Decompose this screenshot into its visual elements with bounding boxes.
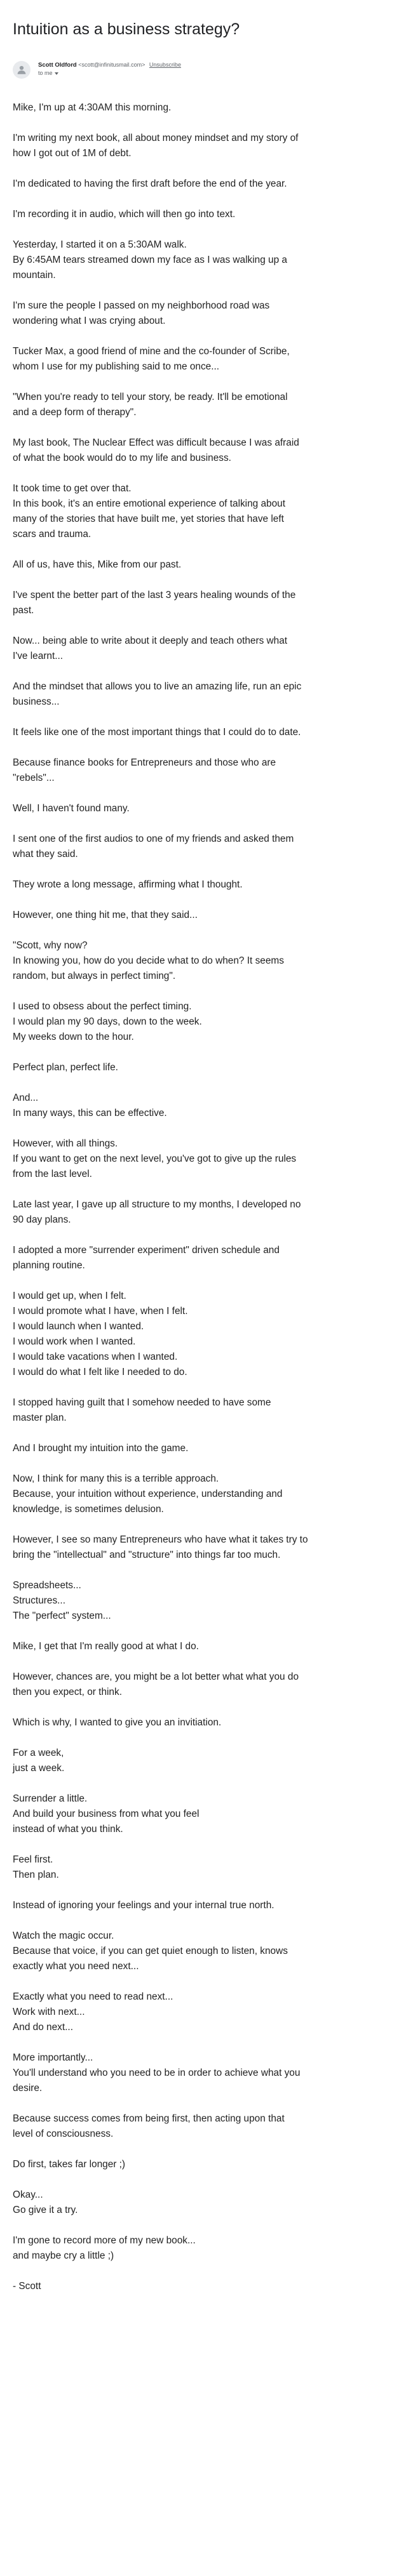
body-line: It took time to get over that. bbox=[13, 483, 132, 494]
body-paragraph bbox=[13, 1060, 400, 1075]
body-paragraph bbox=[13, 2233, 400, 2264]
body-line: and a deep form of therapy". bbox=[13, 407, 137, 418]
body-line: I'm sure the people I passed on my neighborhood road was bbox=[13, 300, 270, 311]
body-line: Mike, I get that I'm really good at what I do. bbox=[13, 1641, 199, 1652]
body-line: many of the stories that have built me, yet stories that have left bbox=[13, 514, 284, 524]
body-paragraph bbox=[13, 801, 400, 816]
body-line: planning routine. bbox=[13, 1260, 85, 1271]
body-line: I would do what I felt like I needed to do. bbox=[13, 1367, 187, 1378]
body-paragraph bbox=[13, 1091, 400, 1121]
body-paragraph bbox=[13, 557, 400, 573]
email-header bbox=[13, 61, 400, 79]
body-line: master plan. bbox=[13, 1412, 67, 1423]
body-line: I've spent the better part of the last 3 years healing wounds of the bbox=[13, 590, 296, 601]
body-line: what they said. bbox=[13, 849, 78, 860]
body-line: Instead of ignoring your feelings and your internal true north. bbox=[13, 1900, 274, 1911]
body-line: knowledge, is sometimes delusion. bbox=[13, 1504, 164, 1515]
email-body bbox=[13, 100, 400, 2294]
body-paragraph bbox=[13, 298, 400, 329]
recipient-label: to me bbox=[38, 70, 53, 76]
body-line: More importantly... bbox=[13, 2052, 93, 2063]
body-line: Tucker Max, a good friend of mine and the co-founder of Scribe, bbox=[13, 346, 290, 357]
body-line: And do next... bbox=[13, 2022, 73, 2033]
body-line: All of us, have this, Mike from our past. bbox=[13, 559, 182, 570]
body-line: They wrote a long message, affirming what I thought. bbox=[13, 879, 243, 890]
body-line: It feels like one of the most important things that I could do to date. bbox=[13, 727, 301, 738]
body-line: "rebels"... bbox=[13, 773, 55, 783]
body-line: I would take vacations when I wanted. bbox=[13, 1351, 178, 1362]
body-line: mountain. bbox=[13, 270, 56, 281]
body-line: Then plan. bbox=[13, 1869, 59, 1880]
body-paragraph bbox=[13, 100, 400, 116]
body-paragraph bbox=[13, 1898, 400, 1913]
body-paragraph bbox=[13, 2157, 400, 2172]
body-paragraph bbox=[13, 1639, 400, 1654]
body-line: random, but always in perfect timing". bbox=[13, 971, 176, 981]
body-paragraph bbox=[13, 588, 400, 618]
body-line: Perfect plan, perfect life. bbox=[13, 1062, 118, 1073]
body-line: Which is why, I wanted to give you an invitiation. bbox=[13, 1717, 222, 1728]
body-line: My weeks down to the hour. bbox=[13, 1032, 134, 1042]
sender-email: <scott@infinitusmail.com> bbox=[78, 62, 146, 68]
body-line: Now, I think for many this is a terrible approach. bbox=[13, 1473, 219, 1484]
body-line: Late last year, I gave up all structure to my months, I developed no bbox=[13, 1199, 301, 1210]
body-line: I'm writing my next book, all about money mindset and my story of bbox=[13, 133, 299, 143]
sender-meta bbox=[38, 61, 181, 77]
body-line: Mike, I'm up at 4:30AM this morning. bbox=[13, 102, 172, 113]
body-line: I sent one of the first audios to one of my friends and asked them bbox=[13, 833, 294, 844]
person-icon bbox=[16, 64, 27, 76]
body-line: And... bbox=[13, 1092, 39, 1103]
body-paragraph bbox=[13, 634, 400, 664]
body-line: However, one thing hit me, that they said... bbox=[13, 910, 198, 920]
body-paragraph bbox=[13, 390, 400, 420]
body-line: I'm dedicated to having the first draft before the end of the year. bbox=[13, 178, 287, 189]
body-paragraph bbox=[13, 1715, 400, 1730]
body-line: exactly what you need next... bbox=[13, 1961, 139, 1972]
body-line: I'm recording it in audio, which will then go into text. bbox=[13, 209, 236, 220]
body-line: Exactly what you need to read next... bbox=[13, 1991, 173, 2002]
body-line: Go give it a try. bbox=[13, 2205, 78, 2215]
body-line: The "perfect" system... bbox=[13, 1610, 111, 1621]
body-line: I would get up, when I felt. bbox=[13, 1291, 126, 1301]
body-line: Feel first. bbox=[13, 1854, 53, 1865]
body-line: You'll understand who you need to be in order to achieve what you bbox=[13, 2068, 301, 2078]
body-paragraph bbox=[13, 1852, 400, 1883]
body-paragraph bbox=[13, 207, 400, 222]
body-line: Watch the magic occur. bbox=[13, 1930, 114, 1941]
body-paragraph bbox=[13, 908, 400, 923]
body-line: Because that voice, if you can get quiet enough to listen, knows bbox=[13, 1946, 288, 1956]
body-line: However, chances are, you might be a lot better what what you do bbox=[13, 1671, 299, 1682]
body-paragraph bbox=[13, 176, 400, 192]
body-line: just a week. bbox=[13, 1763, 65, 1774]
body-line: Structures... bbox=[13, 1595, 65, 1606]
body-line: My last book, The Nuclear Effect was difficult because I was afraid bbox=[13, 437, 299, 448]
body-paragraph bbox=[13, 2050, 400, 2096]
avatar[interactable] bbox=[13, 61, 30, 79]
body-line: Because, your intuition without experience, understanding and bbox=[13, 1489, 283, 1499]
body-line: Well, I haven't found many. bbox=[13, 803, 130, 814]
body-line: wondering what I was crying about. bbox=[13, 315, 166, 326]
body-paragraph bbox=[13, 877, 400, 893]
body-line: By 6:45AM tears streamed down my face as I was walking up a bbox=[13, 255, 287, 265]
body-paragraph bbox=[13, 1578, 400, 1624]
body-paragraph bbox=[13, 1989, 400, 2035]
body-line: past. bbox=[13, 605, 34, 616]
email-subject: Intuition as a business strategy? bbox=[13, 20, 240, 38]
body-line: 90 day plans. bbox=[13, 1214, 71, 1225]
body-paragraph bbox=[13, 2188, 400, 2218]
body-line: I've learnt... bbox=[13, 651, 64, 661]
body-line: Yesterday, I started it on a 5:30AM walk. bbox=[13, 239, 187, 250]
body-line: If you want to get on the next level, you've got to give up the rules bbox=[13, 1153, 297, 1164]
body-paragraph bbox=[13, 999, 400, 1045]
body-line: then you expect, or think. bbox=[13, 1687, 122, 1697]
body-line: "When you're ready to tell your story, be ready. It'll be emotional bbox=[13, 392, 288, 402]
body-line: "Scott, why now? bbox=[13, 940, 88, 951]
body-line: bring the "intellectual" and "structure" into things far too much. bbox=[13, 1550, 281, 1560]
body-paragraph bbox=[13, 938, 400, 984]
body-line: In many ways, this can be effective. bbox=[13, 1108, 167, 1119]
body-line: However, I see so many Entrepreneurs who have what it takes try to bbox=[13, 1534, 308, 1545]
body-line: of what the book would do to my life and business. bbox=[13, 453, 231, 463]
body-line: And I brought my intuition into the game. bbox=[13, 1443, 189, 1454]
body-line: Because success comes from being first, then acting upon that bbox=[13, 2113, 285, 2124]
body-line: I adopted a more "surrender experiment" driven schedule and bbox=[13, 1245, 280, 1256]
body-paragraph bbox=[13, 1532, 400, 1563]
body-paragraph bbox=[13, 1746, 400, 1776]
body-paragraph bbox=[13, 1197, 400, 1228]
body-line: Because finance books for Entrepreneurs and those who are bbox=[13, 757, 276, 768]
unsubscribe-link[interactable]: Unsubscribe bbox=[149, 62, 181, 68]
body-line: Do first, takes far longer ;) bbox=[13, 2159, 126, 2170]
body-line: level of consciousness. bbox=[13, 2128, 114, 2139]
body-line: In this book, it's an entire emotional experience of talking about bbox=[13, 498, 286, 509]
body-line: I'm gone to record more of my new book... bbox=[13, 2235, 196, 2246]
body-paragraph bbox=[13, 1441, 400, 1456]
body-line: However, with all things. bbox=[13, 1138, 118, 1149]
sender-name[interactable]: Scott Oldford bbox=[38, 62, 77, 69]
body-paragraph bbox=[13, 237, 400, 283]
body-line: Okay... bbox=[13, 2189, 43, 2200]
body-line: from the last level. bbox=[13, 1169, 92, 1179]
body-paragraph bbox=[13, 131, 400, 161]
body-line: - Scott bbox=[13, 2281, 41, 2292]
body-paragraph bbox=[13, 1136, 400, 1182]
body-line: I would plan my 90 days, down to the week. bbox=[13, 1016, 202, 1027]
body-line: Surrender a little. bbox=[13, 1793, 88, 1804]
body-line: business... bbox=[13, 696, 60, 707]
body-line: desire. bbox=[13, 2083, 43, 2094]
body-line: For a week, bbox=[13, 1748, 64, 1758]
body-paragraph bbox=[13, 1243, 400, 1273]
body-line: instead of what you think. bbox=[13, 1824, 123, 1835]
body-paragraph bbox=[13, 1670, 400, 1700]
body-line: I used to obsess about the perfect timing. bbox=[13, 1001, 192, 1012]
body-paragraph bbox=[13, 481, 400, 542]
body-line: And the mindset that allows you to live an amazing life, run an epic bbox=[13, 681, 302, 692]
body-line: Spreadsheets... bbox=[13, 1580, 81, 1591]
body-line: how I got out of 1M of debt. bbox=[13, 148, 132, 159]
body-paragraph bbox=[13, 435, 400, 466]
body-line: whom I use for my publishing said to me once... bbox=[13, 361, 220, 372]
body-line: I would work when I wanted. bbox=[13, 1336, 136, 1347]
body-line: scars and trauma. bbox=[13, 529, 91, 540]
body-paragraph bbox=[13, 2279, 400, 2294]
body-paragraph bbox=[13, 1929, 400, 1974]
body-line: I stopped having guilt that I somehow needed to have some bbox=[13, 1397, 271, 1408]
body-paragraph bbox=[13, 2111, 400, 2142]
body-paragraph bbox=[13, 344, 400, 375]
body-paragraph bbox=[13, 755, 400, 786]
body-paragraph bbox=[13, 679, 400, 710]
body-line: I would launch when I wanted. bbox=[13, 1321, 144, 1332]
body-paragraph bbox=[13, 725, 400, 740]
body-line: I would promote what I have, when I felt. bbox=[13, 1306, 188, 1317]
body-line: In knowing you, how do you decide what to do when? It seems bbox=[13, 955, 284, 966]
body-paragraph bbox=[13, 1395, 400, 1426]
body-line: and maybe cry a little ;) bbox=[13, 2250, 114, 2261]
body-paragraph bbox=[13, 1471, 400, 1517]
body-line: Work with next... bbox=[13, 2007, 85, 2017]
body-paragraph bbox=[13, 1289, 400, 1380]
chevron-down-icon[interactable] bbox=[55, 72, 58, 75]
body-paragraph bbox=[13, 1791, 400, 1837]
body-line: And build your business from what you feel bbox=[13, 1809, 200, 1819]
body-line: Now... being able to write about it deeply and teach others what bbox=[13, 635, 288, 646]
body-paragraph bbox=[13, 832, 400, 862]
